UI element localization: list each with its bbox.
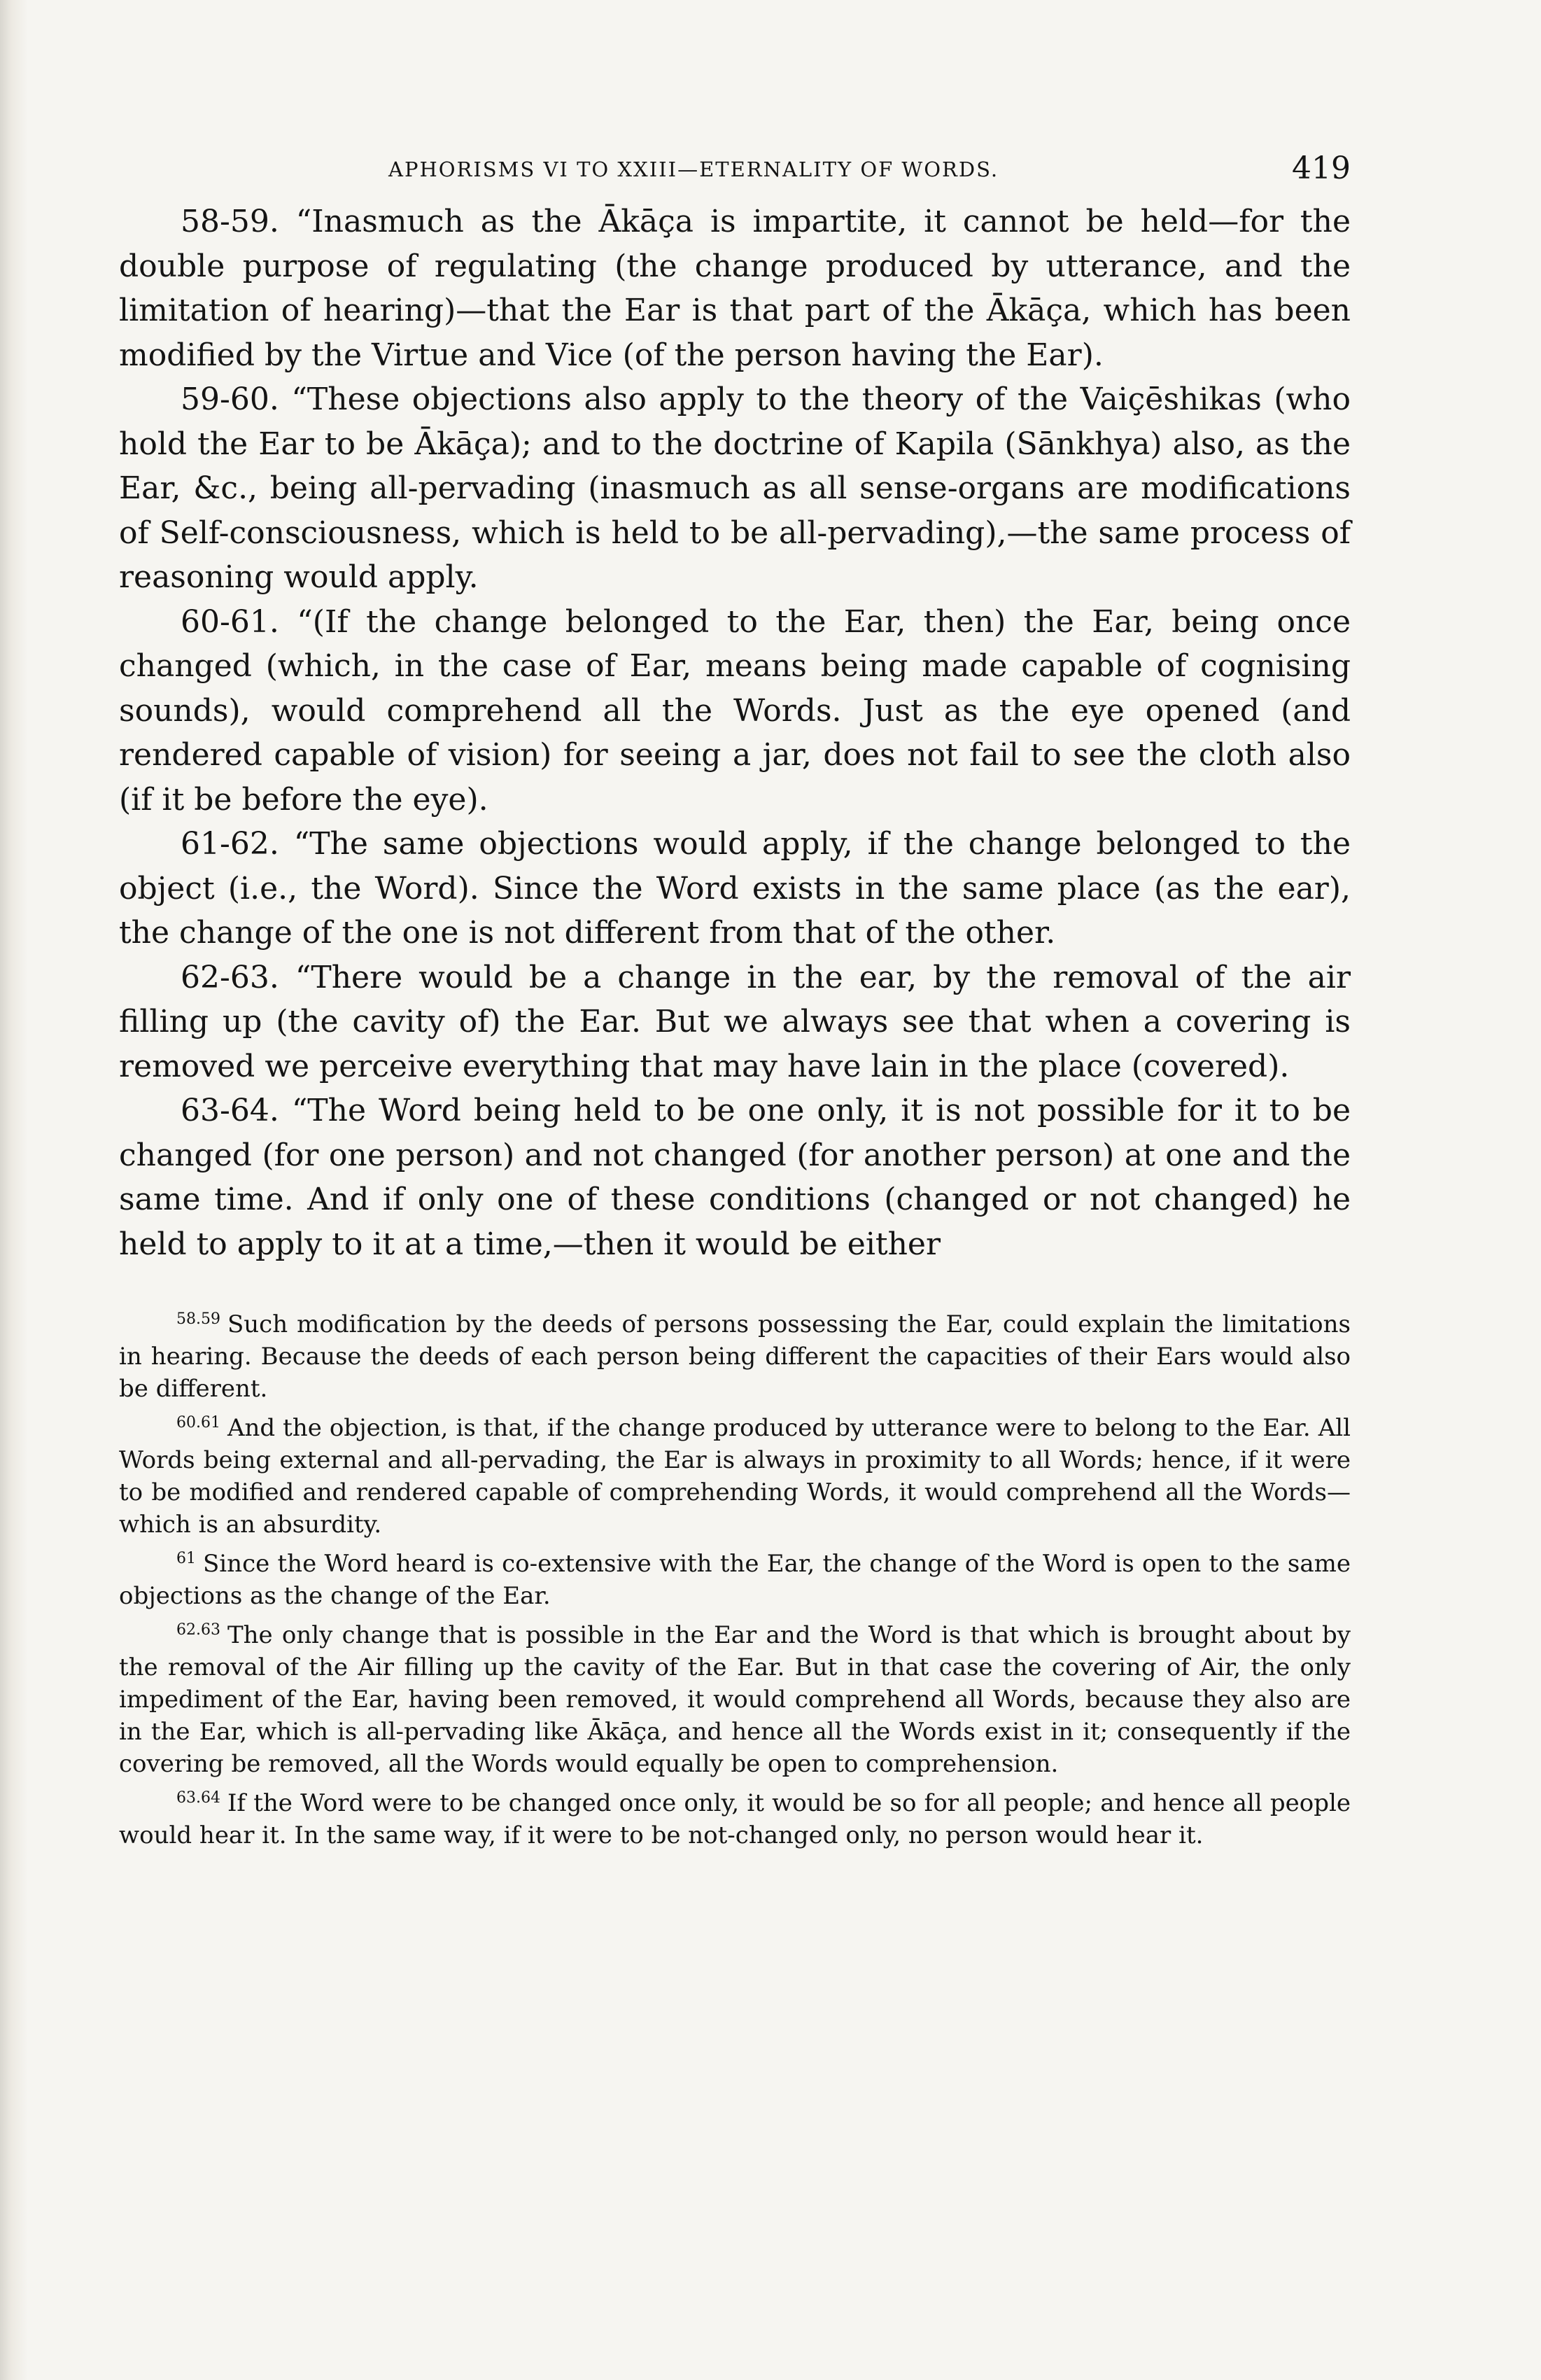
aphorism-paragraph	[119, 600, 1351, 822]
aphorism-paragraph	[119, 822, 1351, 955]
footnote-text: And the objection, is that, if the change produced by utterance were to belong to the Ear. All Words being external and all-pervading, the Ear is always in proximity to all Words; hence, if it were to be modified and rendered capable of comprehending Words, it would comprehend all the Words—which is an absurdity.	[119, 1414, 1351, 1539]
footnote-text: Since the Word heard is co-extensive with the Ear, the change of the Word is open to the same objections as the change of the Ear.	[119, 1550, 1351, 1610]
aphorism-number: 59-60.	[181, 382, 279, 417]
footnotes	[119, 1308, 1351, 1851]
footnote-mark: 58.59	[176, 1310, 220, 1328]
aphorism-number: 61-62.	[181, 826, 279, 862]
footnote	[119, 1308, 1351, 1405]
footnote-mark: 60.61	[176, 1413, 220, 1432]
aphorism-text: “These objections also apply to the theory of the Vaiçēshikas (who hold the Ear to be Ākāça); and to the doctrine of Kapila (Sānkhya) also, as the Ear, &c., being all-pervading (inasmuch as all sense-organs are modifications of Self-consciousness, which is held to be all-pervading),—the same process of reasoning would apply.	[119, 382, 1351, 595]
book-spine-edge	[0, 0, 28, 2380]
aphorism-paragraph	[119, 1088, 1351, 1266]
aphorism-text: “(If the change belonged to the Ear, then) the Ear, being once changed (which, in the case of Ear, means being made capable of cognising sounds), would comprehend all the Words. Just as the eye opened (and rendered capable of vision) for seeing a jar, does not fail to see the cloth also (if it be before the eye).	[119, 603, 1351, 818]
aphorism-number: 62-63.	[181, 959, 279, 995]
footnote	[119, 1787, 1351, 1851]
footnote	[119, 1412, 1351, 1541]
aphorism-text: “The same objections would apply, if the change belonged to the object (i.e., the Word). Since the Word exists in the same place (as the ear), the change of the one is not different from that of the other.	[119, 826, 1351, 951]
footnote	[119, 1548, 1351, 1612]
footnote-text: The only change that is possible in the Ear and the Word is that which is brought about by the removal of the Air filling up the cavity of the Ear. But in that case the covering of Air, the only impediment of the Ear, having been removed, it would comprehend all Words, because they also are in the Ear, which is all-pervading like Ākāça, and hence all the Words exist in it; consequently if the covering be removed, all the Words would equally be open to comprehension.	[119, 1621, 1351, 1778]
aphorism-text: “Inasmuch as the Ākāça is impartite, it cannot be held—for the double purpose of regulating (the change produced by utterance, and the limitation of hearing)—that the Ear is that part of the Ākāça, which has been modified by the Virtue and Vice (of the person having the Ear).	[119, 204, 1351, 373]
running-title: APHORISMS VI TO XXIII—ETERNALITY OF WORDS.	[388, 158, 999, 181]
aphorism-number: 60-61.	[181, 603, 279, 640]
footnote-mark: 61	[176, 1549, 196, 1567]
main-text	[119, 200, 1351, 1266]
footnote-text: Such modification by the deeds of persons possessing the Ear, could explain the limitations in hearing. Because the deeds of each person being different the capacities of their Ears would also be different.	[119, 1310, 1351, 1403]
aphorism-text: “There would be a change in the ear, by the removal of the air filling up (the cavity of) the Ear. But we always see that when a covering is removed we perceive everything that may have lain in the place (covered).	[119, 959, 1351, 1084]
aphorism-paragraph	[119, 955, 1351, 1089]
aphorism-paragraph	[119, 200, 1351, 377]
page	[119, 150, 1351, 1858]
aphorism-number: 58-59.	[181, 204, 279, 239]
footnote-mark: 63.64	[176, 1788, 220, 1807]
footnote-text: If the Word were to be changed once only, it would be so for all people; and hence all people would hear it. In the same way, if it were to be not-changed only, no person would hear it.	[119, 1789, 1351, 1849]
aphorism-paragraph	[119, 377, 1351, 600]
footnote	[119, 1619, 1351, 1780]
aphorism-number: 63-64.	[181, 1093, 279, 1128]
aphorism-text: “The Word being held to be one only, it is not possible for it to be changed (for one person) and not changed (for another person) at one and the same time. And if only one of these conditions (changed or not changed) he held to apply to it at a time,—then it would be either	[119, 1093, 1351, 1262]
page-number: 419	[1292, 150, 1351, 186]
running-head	[119, 150, 1351, 200]
footnote-mark: 62.63	[176, 1620, 220, 1639]
